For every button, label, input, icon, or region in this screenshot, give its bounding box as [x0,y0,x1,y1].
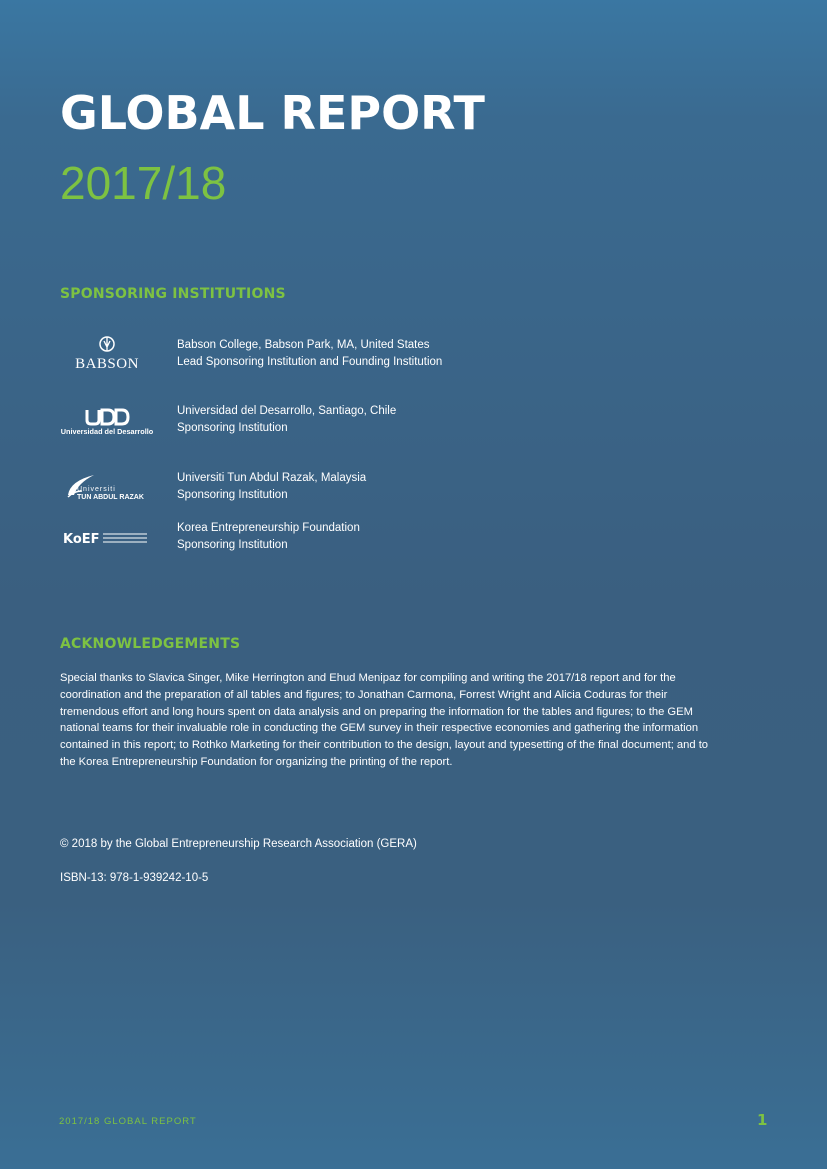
svg-text:KoEF: KoEF [63,532,100,547]
svg-text:TUN ABDUL RAZAK: TUN ABDUL RAZAK [77,494,144,501]
svg-text:Universiti: Universiti [77,486,116,493]
footer-label: 2017/18 GLOBAL REPORT [59,1116,197,1127]
sponsor-role: Sponsoring Institution [177,421,288,434]
page-number: 1 [757,1111,768,1129]
report-year: 2017/18 [60,157,227,209]
sponsor-name: Korea Entrepreneurship Foundation [177,522,360,534]
sponsor-role: Sponsoring Institution [177,488,288,501]
sponsor-name: Universidad del Desarrollo, Santiago, Chile [177,405,397,417]
sponsor-koef [60,519,520,559]
svg-text:Universidad del Desarrollo: Universidad del Desarrollo [60,427,154,436]
babson-logo [60,336,155,376]
isbn: ISBN-13: 978-1-939242-10-5 [60,872,209,884]
sponsor-role: Lead Sponsoring Institution and Founding Institution [177,355,443,368]
sponsoring-institutions-heading: SPONSORING INSTITUTIONS [60,286,286,302]
acknowledgements-heading: ACKNOWLEDGEMENTS [60,636,241,652]
koef-logo [60,519,155,559]
svg-text:BABSON: BABSON [75,356,139,372]
sponsor-name: Babson College, Babson Park, MA, United States [177,339,430,351]
report-title: GLOBAL REPORT [60,86,485,140]
sponsor-babson [60,336,520,376]
sponsor-role: Sponsoring Institution [177,538,288,551]
udd-logo [60,402,155,442]
sponsor-udd [60,402,520,442]
sponsor-unirazak [60,469,520,509]
acknowledgements-text: Special thanks to Slavica Singer, Mike Herrington and Ehud Menipaz for compiling and writing the 2017/18 report and for the coordination and the preparation of all tables and figures; to Jonathan Carmona, Forrest Wright and Alicia Coduras for their tremendous effort and long hours spent on data analysis and on preparing the information for the tables and figures; to the GEM national teams for their invaluable role in conducting the GEM survey in their respective economies and gathering the information contained in this report; to Rothko Marketing for their contribution to the design, layout and typesetting of the final document; and to the Korea Entrepreneurship Foundation for organizing the printing of the report. [60,672,709,768]
sponsor-name: Universiti Tun Abdul Razak, Malaysia [177,472,367,484]
unirazak-logo [60,469,155,509]
copyright-notice: © 2018 by the Global Entrepreneurship Research Association (GERA) [60,838,417,850]
